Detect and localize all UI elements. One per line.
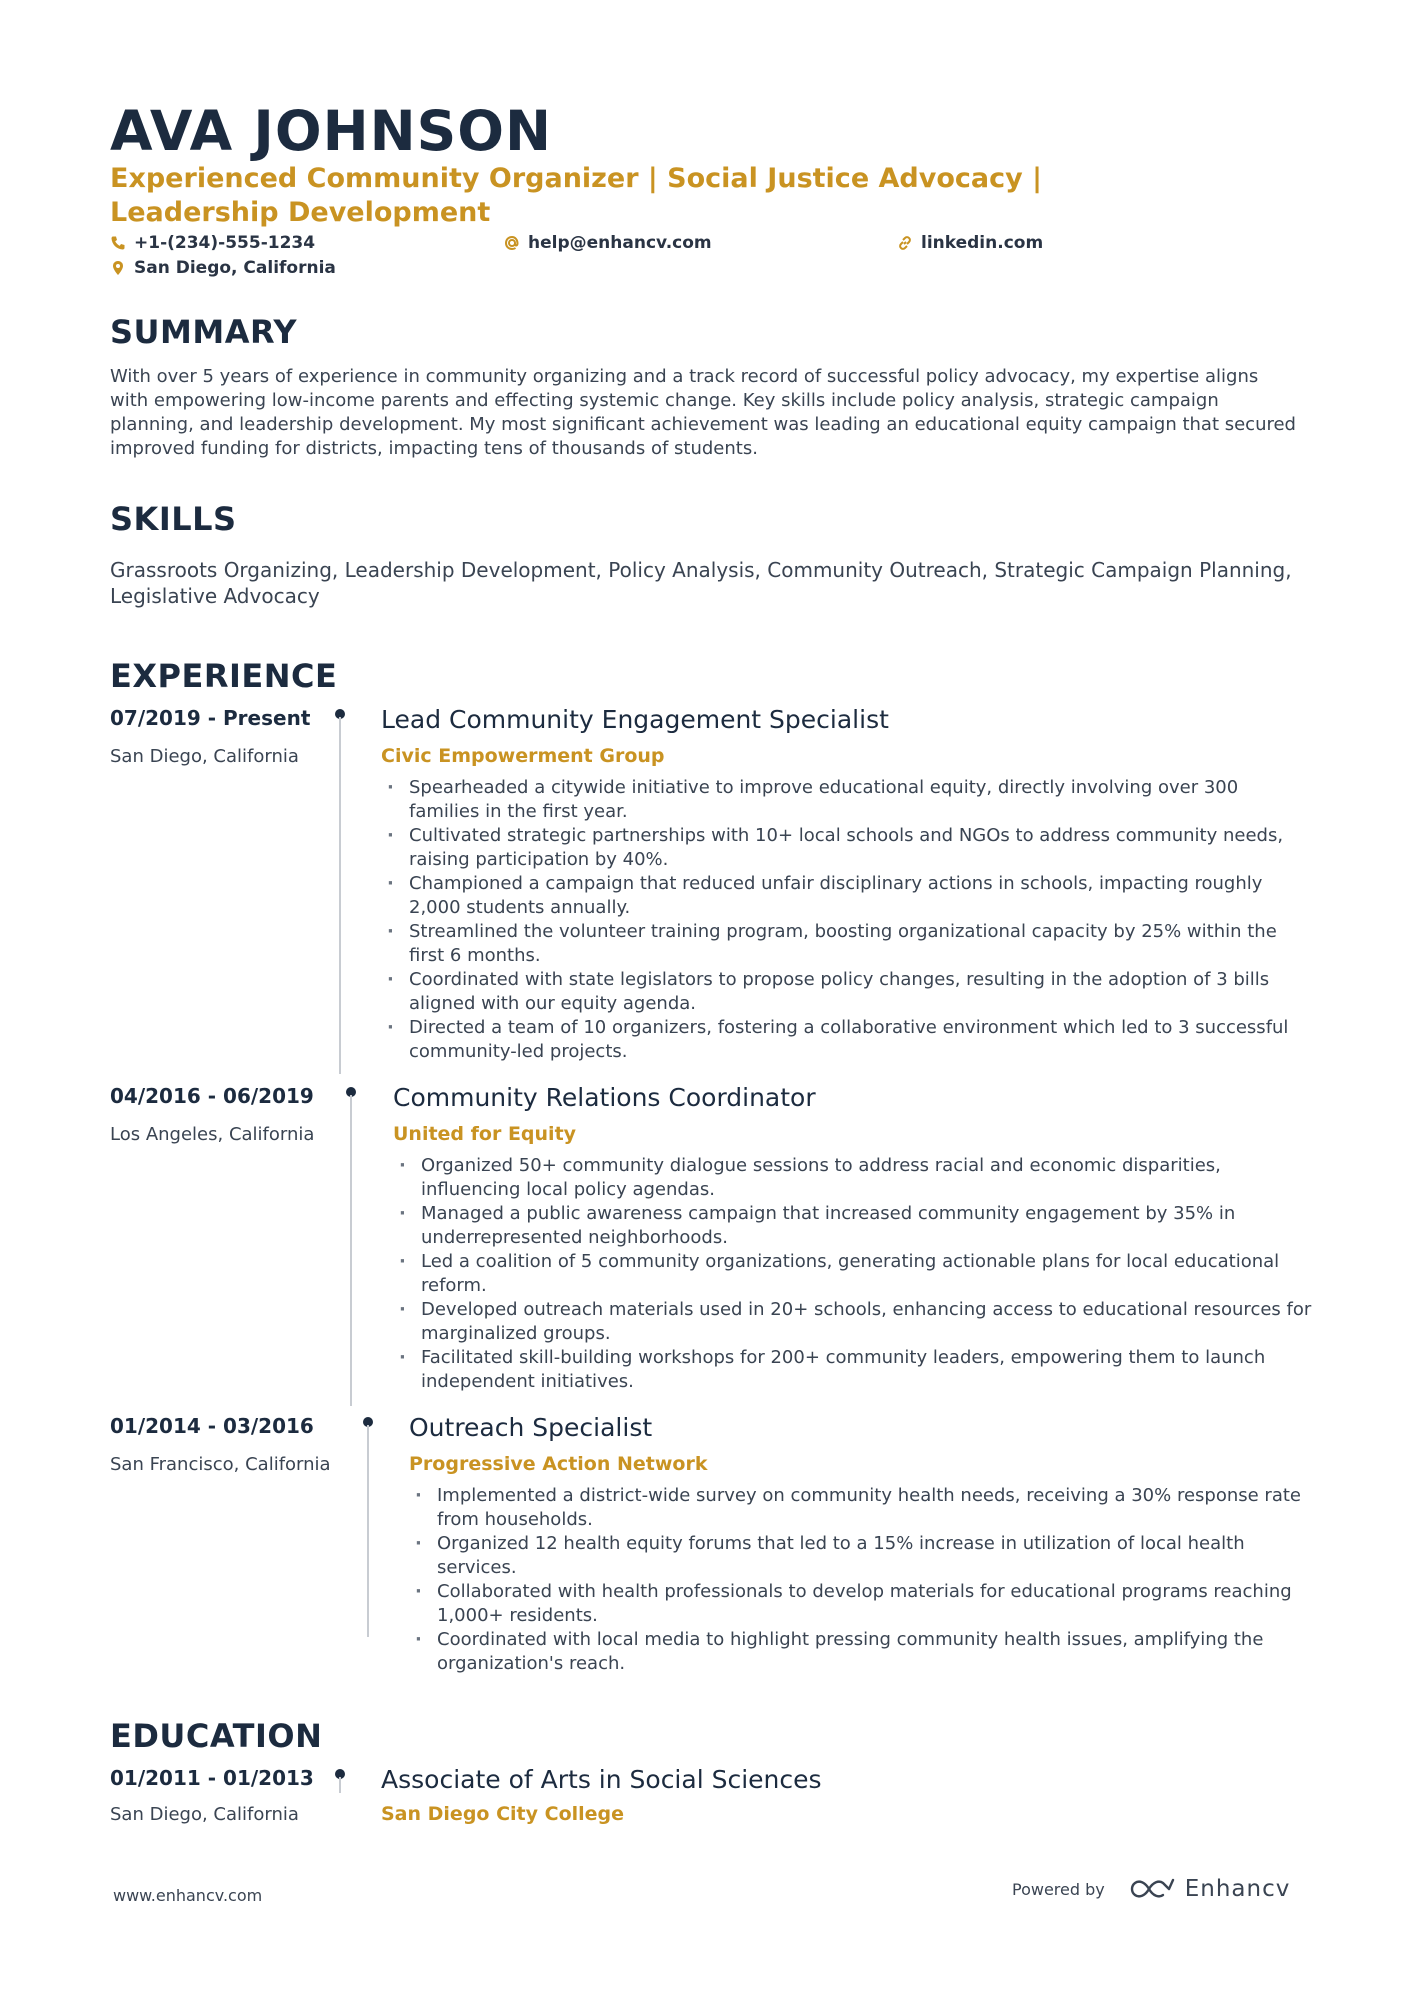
job-location: San Francisco, California (110, 1454, 331, 1475)
list-item: · Streamlined the volunteer training program, boosting organizational capacity by 25% within the first 6 months. (381, 920, 1301, 968)
skills-heading: SKILLS (110, 500, 237, 538)
candidate-headline: Experienced Community Organizer | Social Justice Advocacy | Leadership Development (110, 163, 1042, 228)
timeline-line (367, 1425, 369, 1637)
job-bullets (381, 776, 1301, 1064)
education-date: 01/2011 - 01/2013 (110, 1766, 314, 1790)
location-pin-icon (110, 260, 126, 276)
list-item: · Led a coalition of 5 community organizations, generating actionable plans for local educational reform. (393, 1250, 1313, 1298)
list-item: · Coordinated with local media to highlight pressing community health issues, amplifying the organization's reach. (409, 1628, 1329, 1676)
contact-email[interactable] (504, 233, 712, 253)
enhancv-logo-icon (1129, 1876, 1175, 1902)
list-item: · Developed outreach materials used in 20+ schools, enhancing access to educational resources for marginalized groups. (393, 1298, 1313, 1346)
job-date: 04/2016 - 06/2019 (110, 1084, 314, 1108)
job-company: United for Equity (393, 1123, 577, 1145)
footer-branding (1012, 1876, 1290, 1902)
timeline-line (339, 1777, 341, 1793)
experience-heading: EXPERIENCE (110, 657, 338, 695)
candidate-name: AVA JOHNSON (110, 99, 553, 163)
link-icon (897, 235, 913, 251)
job-location: Los Angeles, California (110, 1124, 315, 1145)
list-item: · Implemented a district-wide survey on community health needs, receiving a 30% response rate from households. (409, 1484, 1329, 1532)
list-item: · Organized 50+ community dialogue sessions to address racial and economic disparities, influencing local policy agendas. (393, 1154, 1313, 1202)
list-item: · Facilitated skill-building workshops for 200+ community leaders, empowering them to launch independent initiatives. (393, 1346, 1313, 1394)
location-text: San Diego, California (134, 258, 336, 278)
linkedin-link[interactable]: linkedin.com (921, 233, 1044, 253)
list-item: · Managed a public awareness campaign that increased community engagement by 35% in underrepresented neighborhoods. (393, 1202, 1313, 1250)
list-item: · Spearheaded a citywide initiative to improve educational equity, directly involving over 300 families in the first year. (381, 776, 1301, 824)
education-degree: Associate of Arts in Social Sciences (381, 1765, 822, 1794)
job-title: Lead Community Engagement Specialist (381, 705, 889, 734)
powered-by-label: Powered by (1012, 1879, 1105, 1899)
list-item: · Cultivated strategic partnerships with 10+ local schools and NGOs to address community needs, raising participation by 40%. (381, 824, 1301, 872)
job-title: Community Relations Coordinator (393, 1083, 816, 1112)
list-item: · Directed a team of 10 organizers, fostering a collaborative environment which led to 3 successful community-led projects. (381, 1016, 1301, 1064)
education-location: San Diego, California (110, 1804, 299, 1825)
job-company: Civic Empowerment Group (381, 745, 665, 767)
timeline-line (350, 1095, 352, 1406)
skills-text: Grassroots Organizing, Leadership Development, Policy Analysis, Community Outreach, Strategic Campaign Planning, Legislative Advocacy (110, 558, 1292, 608)
job-location: San Diego, California (110, 746, 299, 767)
list-item: · Championed a campaign that reduced unfair disciplinary actions in schools, impacting roughly 2,000 students annually. (381, 872, 1301, 920)
phone-text: +1-(234)-555-1234 (134, 233, 316, 253)
list-item: · Organized 12 health equity forums that led to a 15% increase in utilization of local health services. (409, 1532, 1329, 1580)
brand-name: Enhancv (1184, 1876, 1291, 1902)
job-date: 07/2019 - Present (110, 706, 311, 730)
contact-location (110, 258, 336, 278)
job-bullets (409, 1484, 1329, 1676)
email-link[interactable]: help@enhancv.com (528, 233, 712, 253)
list-item: · Coordinated with state legislators to propose policy changes, resulting in the adoption of 3 bills aligned with our equity agenda. (381, 968, 1301, 1016)
job-date: 01/2014 - 03/2016 (110, 1414, 314, 1438)
education-school: San Diego City College (381, 1803, 625, 1825)
education-heading: EDUCATION (110, 1717, 323, 1755)
at-sign-icon (504, 235, 520, 251)
enhancv-logo[interactable] (1129, 1876, 1291, 1902)
contact-linkedin[interactable] (897, 233, 1043, 253)
contact-phone (110, 233, 315, 253)
summary-text: With over 5 years of experience in community organizing and a track record of successful policy advocacy, my expertise aligns with empowering low-income parents and effecting systemic change. Key skills include policy analysis, strategic campaign planning, and leadership development. My most significant achievement was leading an educational equity campaign that secured improved funding for districts, impacting tens of thousands of students. (110, 366, 1296, 459)
job-company: Progressive Action Network (409, 1453, 708, 1475)
summary-heading: SUMMARY (110, 313, 298, 351)
footer-website[interactable]: www.enhancv.com (113, 1886, 263, 1905)
job-title: Outreach Specialist (409, 1413, 653, 1442)
list-item: · Collaborated with health professionals to develop materials for educational programs reaching 1,000+ residents. (409, 1580, 1329, 1628)
phone-icon (110, 235, 126, 251)
job-bullets (393, 1154, 1313, 1394)
timeline-line (339, 717, 341, 1074)
